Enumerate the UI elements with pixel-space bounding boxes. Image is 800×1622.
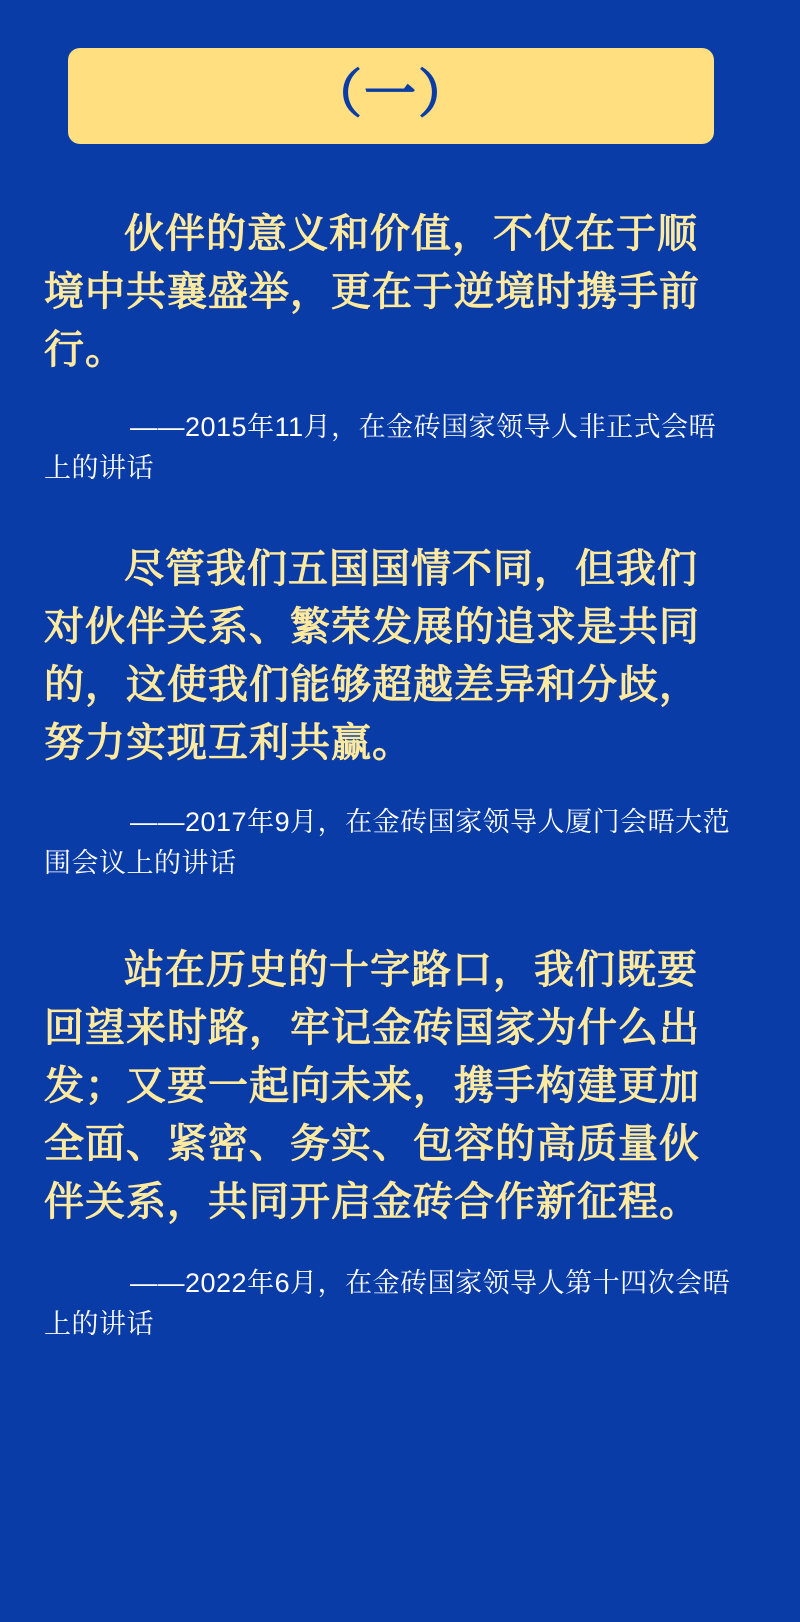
- quote-block: [44, 540, 734, 883]
- quote-source: ——2022年6月，在金砖国家领导人第十四次会晤上的讲话: [44, 1268, 731, 1339]
- quote-source: ——2017年9月，在金砖国家领导人厦门会晤大范围会议上的讲话: [44, 807, 731, 878]
- quote-text: 站在历史的十字路口，我们既要回望来时路，牢记金砖国家为什么出发；又要一起向未来，携手构建更加全面、紧密、务实、包容的高质量伙伴关系，共同开启金砖合作新征程。: [44, 947, 700, 1224]
- quote-source: ——2015年11月，在金砖国家领导人非正式会晤上的讲话: [44, 412, 717, 483]
- quotes-container: [44, 205, 734, 1344]
- quote-text: 尽管我们五国国情不同，但我们对伙伴关系、繁荣发展的追求是共同的，这使我们能够超越差异和分歧，努力实现互利共赢。: [44, 546, 700, 765]
- quote-block: [44, 205, 734, 488]
- quote-text: 伙伴的意义和价值，不仅在于顺境中共襄盛举，更在于逆境时携手前行。: [44, 211, 700, 372]
- quote-block: [44, 941, 734, 1344]
- section-label: （一）: [309, 67, 472, 124]
- section-banner: [68, 48, 714, 144]
